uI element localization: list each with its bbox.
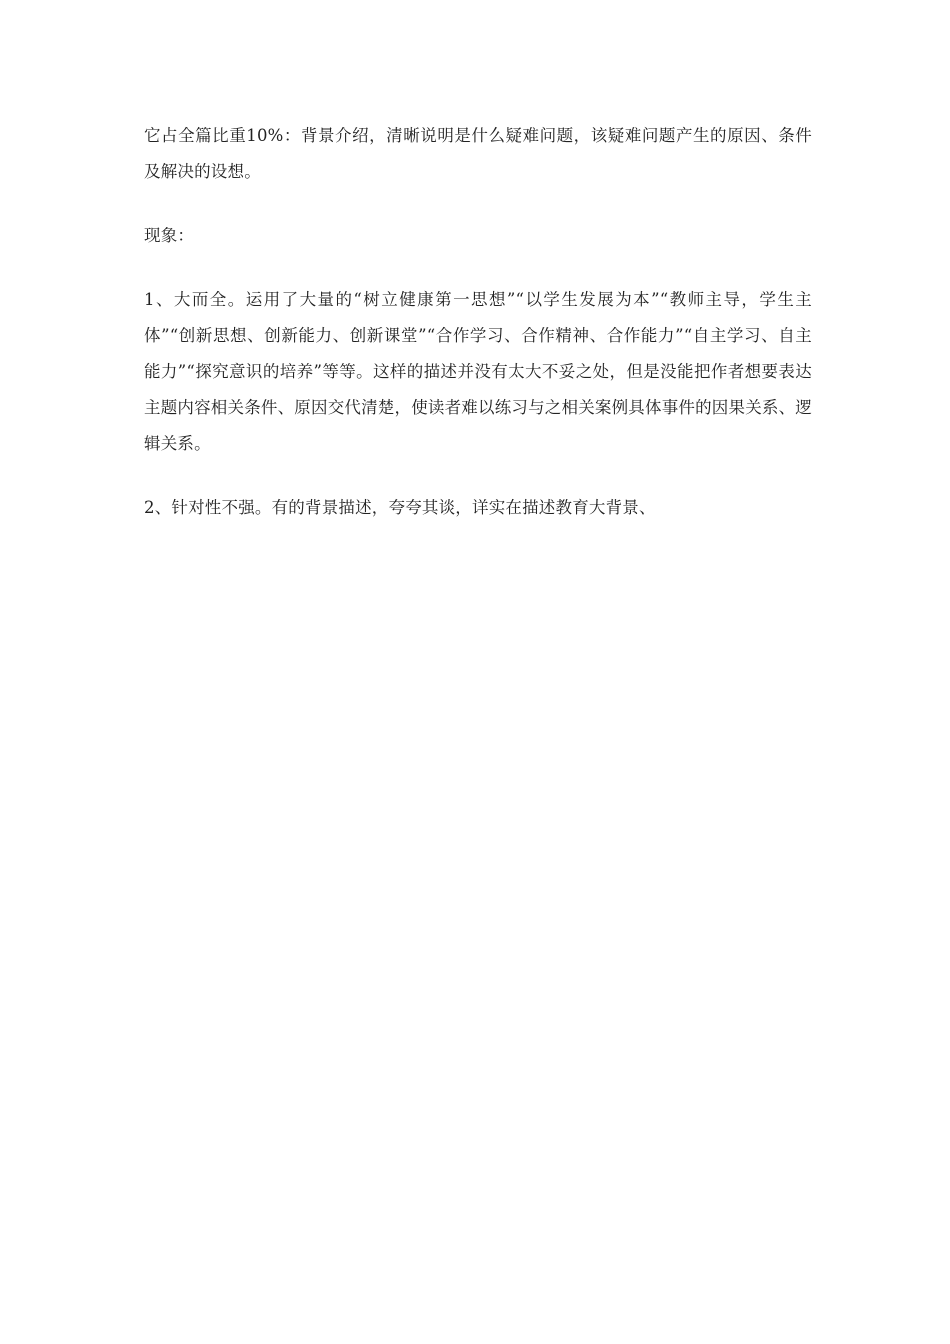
- paragraph-point-1: 1、大而全。运用了大量的“树立健康第一思想”“以学生发展为本”“教师主导，学生主体”“创新思想、创新能力、创新课堂”“合作学习、合作精神、合作能力”“自主学习、自主能力”“探究意识的培养”等等。这样的描述并没有太大不妥之处，但是没能把作者想要表达主题内容相关条件、原因交代清楚，使读者难以练习与之相关案例具体事件的因果关系、逻辑关系。: [144, 290, 812, 453]
- paragraph-phenomenon-heading: 现象：: [144, 226, 195, 245]
- paragraph-intro: 它占全篇比重10%：背景介绍，清晰说明是什么疑难问题，该疑难问题产生的原因、条件及解决的设想。: [144, 126, 812, 181]
- document-body: [144, 118, 812, 554]
- paragraph-point-2: 2、针对性不强。有的背景描述，夸夸其谈，详实在描述教育大背景、: [144, 498, 656, 517]
